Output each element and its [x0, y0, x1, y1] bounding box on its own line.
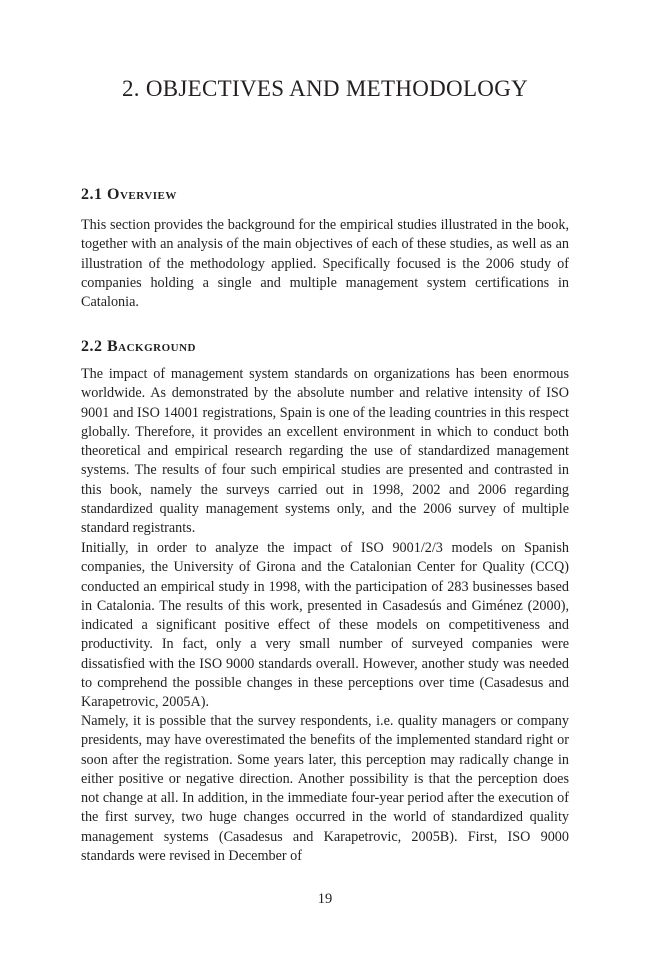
overview-paragraph-1: This section provides the background for the empirical studies illustrated in the book, together with an analysis of the main objectives of each of these studies, as well as an illustration of the methodology applied. Specifically focused is the 2006 study of companies holding a single and multiple management system certifications in Catalonia. — [81, 217, 569, 311]
document-page — [81, 0, 569, 954]
page-number: 19 — [317, 891, 333, 907]
background-paragraph-2: Initially, in order to analyze the impact of ISO 9001/2/3 models on Spanish companies, the University of Girona and the Catalonian Center for Quality (CCQ) conducted an empirical study in 1998, with the participation of 283 businesses based in Catalonia. The results of this work, presented in Casadesús and Giménez (2000), indicated a significant positive effect of these models on competitiveness and productivity. In fact, only a very small number of surveyed companies were dissatisfied with the ISO 9000 standards overall. However, another study was needed to comprehend the possible changes in these perceptions over time (Casadesus and Karapetrovic, 2005A). — [81, 540, 569, 711]
background-paragraph-3: Namely, it is possible that the survey respondents, i.e. quality managers or company presidents, may have overestimated the benefits of the implemented standard right or soon after the registration. Some years later, this perception may radically change in either positive or negative direction. Another possibility is that the perception does not change at all. In addition, in the immediate four-year period after the execution of the first survey, two huge changes occurred in the world of standardized quality management systems (Casadesus and Karapetrovic, 2005B). First, ISO 9000 standards were revised in December of — [81, 713, 569, 865]
background-paragraph-1: The impact of management system standards on organizations has been enormous worldwide. As demonstrated by the absolute number and relative intensity of ISO 9001 and ISO 14001 registrations, Spain is one of the leading countries in this respect globally. Therefore, it provides an excellent environment in which to conduct both theoretical and empirical research regarding the use of standardized management systems. The results of four such empirical studies are presented and contrasted in this book, namely the surveys carried out in 1998, 2002 and 2006 regarding standardized quality management systems only, and the 2006 survey of multiple standard registrants. — [81, 366, 569, 537]
section-heading-background: 2.2 Background — [81, 338, 197, 355]
chapter-title: 2. OBJECTIVES AND METHODOLOGY — [121, 76, 529, 101]
section-heading-overview: 2.1 Overview — [81, 186, 177, 203]
